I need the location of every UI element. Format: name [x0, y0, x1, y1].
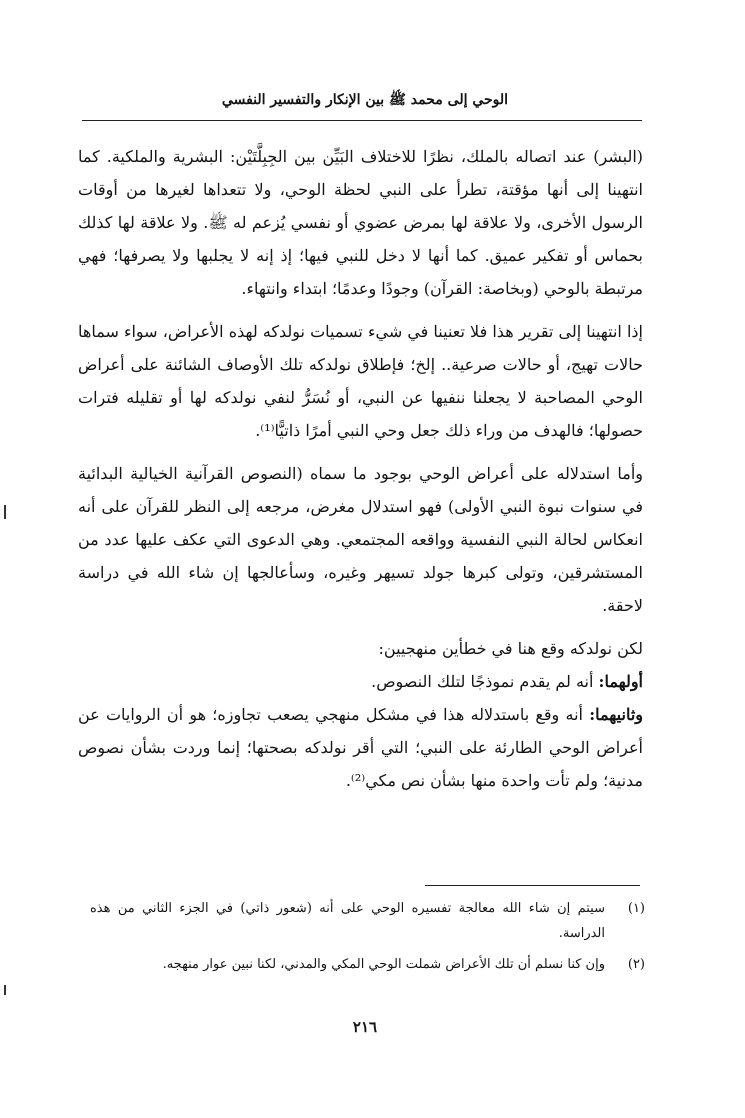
paragraph-6: [78, 698, 643, 797]
paragraph-5: [78, 665, 643, 698]
paragraph-6-text: أنه وقع باستدلاله هذا في مشكل منهجي يصعب تجاوزه؛ هو أن الروايات عن أعراض الوحي الطارئة على النبي؛ التي أقر نولدكه بصحتها؛ إنما وردت بشأن نصوص مدنية؛ ولم تأت واحدة منها بشأن نص مكي⁽²⁾.: [78, 705, 643, 790]
footnote-2-text: وإن كنا نسلم أن تلك الأعراض شملت الوحي المكي والمدني، لكنا نبين عوار منهجه.: [162, 957, 605, 972]
paragraph-2: [78, 315, 643, 447]
page-number: ٢١٦: [352, 1018, 378, 1036]
margin-mark: [4, 505, 6, 519]
paragraph-1-text: (البشر) عند اتصاله بالملك، نظرًا للاختلاف البَيِّن بين الجِبِلَّتَيْن: البشرية والملكية. كما انتهينا إلى أنها مؤقتة، تطرأ على النبي لحظة الوحي، ولا تتعداها لغيرها من أوقات الرسول الأخرى، ولا علاقة لها بمرض عضوي أو نفسي يُزعم له ﷺ. ولا علاقة لها كذلك بحماس أو تفكير عميق. كما أنها لا دخل للنبي فيها؛ إذ إنه لا يجلبها ولا يصرفها؛ فهي مرتبطة بالوحي (وبخاصة: القرآن) وجودًا وعدمًا؛ ابتداء وانتهاء.: [78, 147, 644, 298]
footnote-1-text: سيتم إن شاء الله معالجة تفسيره الوحي على أنه (شعور ذاتي) في الجزء الثاني من هذه الدراسة.: [90, 901, 605, 941]
paragraph-6-lead: وثانيهما:: [589, 705, 643, 724]
paragraph-4: [78, 632, 643, 665]
margin-mark: [4, 985, 6, 995]
running-header: الوحي إلى محمد ﷺ بين الإنكار والتفسير النفسي: [221, 92, 509, 108]
footnote-rule: [425, 885, 640, 886]
paragraph-3: [78, 457, 643, 622]
paragraph-4-text: لكن نولدكه وقع هنا في خطأين منهجيين:: [378, 639, 643, 658]
paragraph-3-text: وأما استدلاله على أعراض الوحي بوجود ما سماه (النصوص القرآنية الخيالية البدائية في سنوات نبوة النبي الأولى) فهو استدلال مغرض، مرجعه إلى النظر للقرآن على أنه انعكاس لحالة النبي النفسية وواقعه المجتمعي. وهي الدعوى التي عكف عليها عدد من المستشرقين، وتولى كبرها جولد تسيهر وغيره، وسأعالجها إن شاء الله في دراسة لاحقة.: [78, 464, 643, 615]
paragraph-1: [78, 140, 643, 305]
header-rule: [82, 120, 642, 121]
footnote-1-number: (١): [627, 901, 645, 916]
footnotes: [90, 896, 645, 983]
paragraph-5-lead: أولهما:: [598, 672, 643, 691]
footnote-2-number: (٢): [627, 957, 645, 972]
body-text: [78, 140, 643, 807]
paragraph-5-text: أنه لم يقدم نموذجًا لتلك النصوص.: [371, 672, 599, 691]
footnote-2: [90, 952, 645, 977]
footnote-1: [90, 896, 645, 946]
paragraph-2-text: إذا انتهينا إلى تقرير هذا فلا تعنينا في شيء تسميات نولدكه لهذه الأعراض، سواء سماها حالات تهيج، أو حالات صرعية.. إلخ؛ فإطلاق نولدكه تلك الأوصاف الشائنة على أعراض الوحي المصاحبة لا يجعلنا ننفيها عن النبي، أو نُسَرُّ لنفي نولدكه لها أو تقليله فترات حصولها؛ فالهدف من وراء ذلك جعل وحي النبي أمرًا ذاتيًّا⁽¹⁾.: [78, 322, 643, 440]
